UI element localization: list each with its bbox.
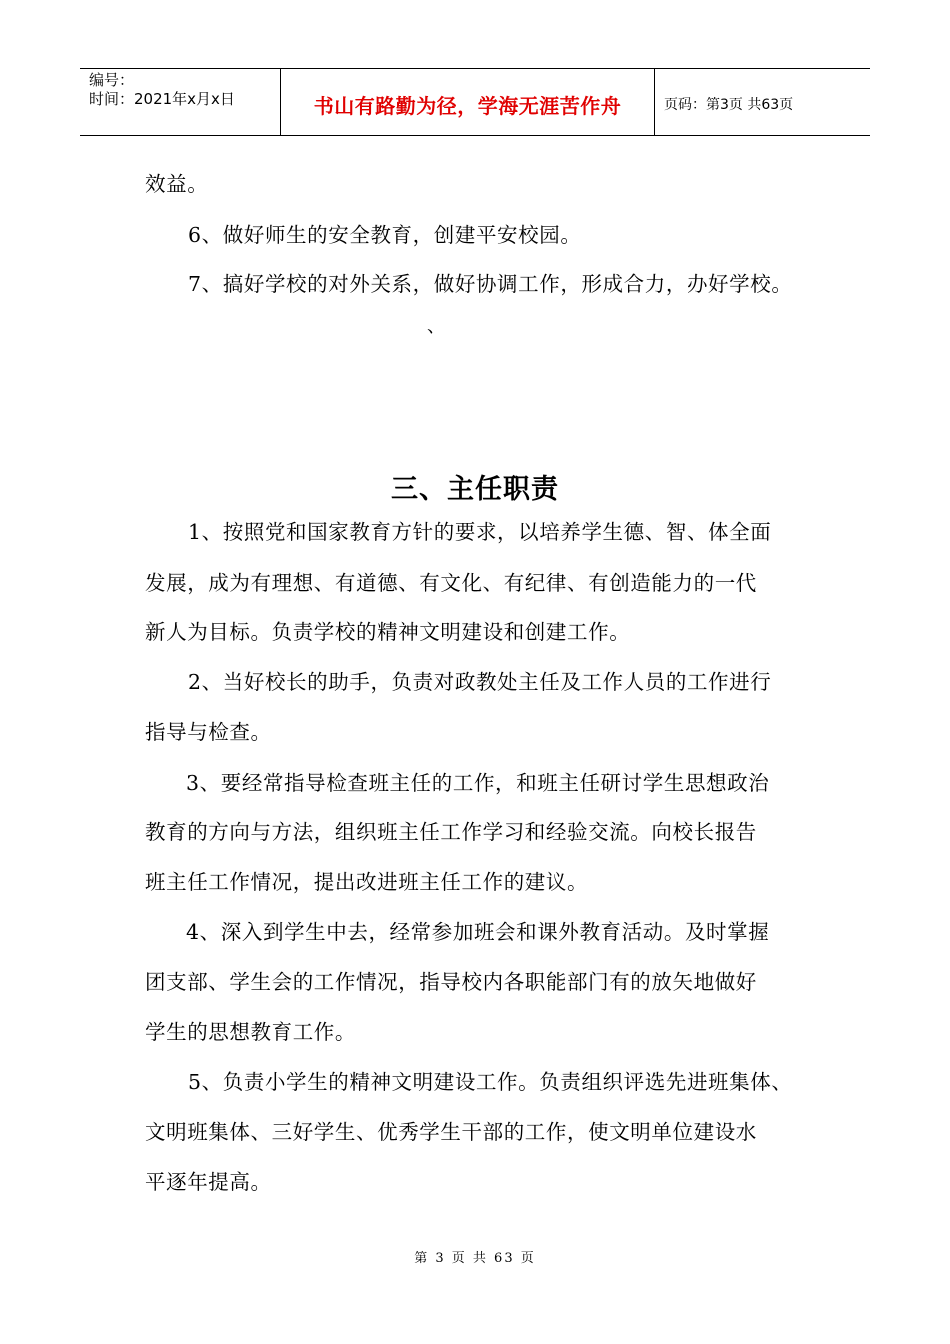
document-header <box>80 68 870 136</box>
header-meta <box>80 69 281 135</box>
paragraph-line: 5、负责小学生的精神文明建设工作。负责组织评选先进班集体、 <box>188 1070 793 1094</box>
header-page-info: 页码：第3页 共63页 <box>664 97 794 113</box>
section-heading: 三、主任职责 <box>391 474 559 505</box>
paragraph-line: 3、要经常指导检查班主任的工作，和班主任研讨学生思想政治 <box>186 771 770 795</box>
paragraph-line: 4、深入到学生中去，经常参加班会和课外教育活动。及时掌握 <box>186 920 770 944</box>
paragraph-line: 团支部、学生会的工作情况，指导校内各职能部门有的放矢地做好 <box>145 970 757 994</box>
paragraph-line: 新人为目标。负责学校的精神文明建设和创建工作。 <box>145 620 631 644</box>
paragraph-line: 平逐年提高。 <box>145 1170 272 1194</box>
paragraph-line: 1、按照党和国家教育方针的要求，以培养学生德、智、体全面 <box>188 520 772 544</box>
stray-mark: 、 <box>427 316 445 337</box>
paragraph-line: 7、搞好学校的对外关系，做好协调工作，形成合力，办好学校。 <box>188 272 793 296</box>
paragraph-line: 指导与检查。 <box>145 720 272 744</box>
paragraph-line: 学生的思想教育工作。 <box>145 1020 356 1044</box>
paragraph-line: 发展，成为有理想、有道德、有文化、有纪律、有创造能力的一代 <box>145 571 757 595</box>
paragraph-line: 6、做好师生的安全教育，创建平安校园。 <box>188 223 582 247</box>
page-footer: 第 3 页 共 63 页 <box>414 1251 536 1266</box>
document-date: 时间：2021年x月x日 <box>89 90 235 108</box>
header-motto: 书山有路勤为径，学海无涯苦作舟 <box>281 69 655 135</box>
document-number-label: 编号： <box>89 71 135 89</box>
paragraph-line: 文明班集体、三好学生、优秀学生干部的工作，使文明单位建设水 <box>145 1120 757 1144</box>
paragraph-line: 班主任工作情况，提出改进班主任工作的建议。 <box>145 870 589 894</box>
paragraph-line: 2、当好校长的助手，负责对政教处主任及工作人员的工作进行 <box>188 670 772 694</box>
paragraph-line: 教育的方向与方法，组织班主任工作学习和经验交流。向校长报告 <box>145 820 757 844</box>
paragraph-line: 效益。 <box>145 172 209 196</box>
